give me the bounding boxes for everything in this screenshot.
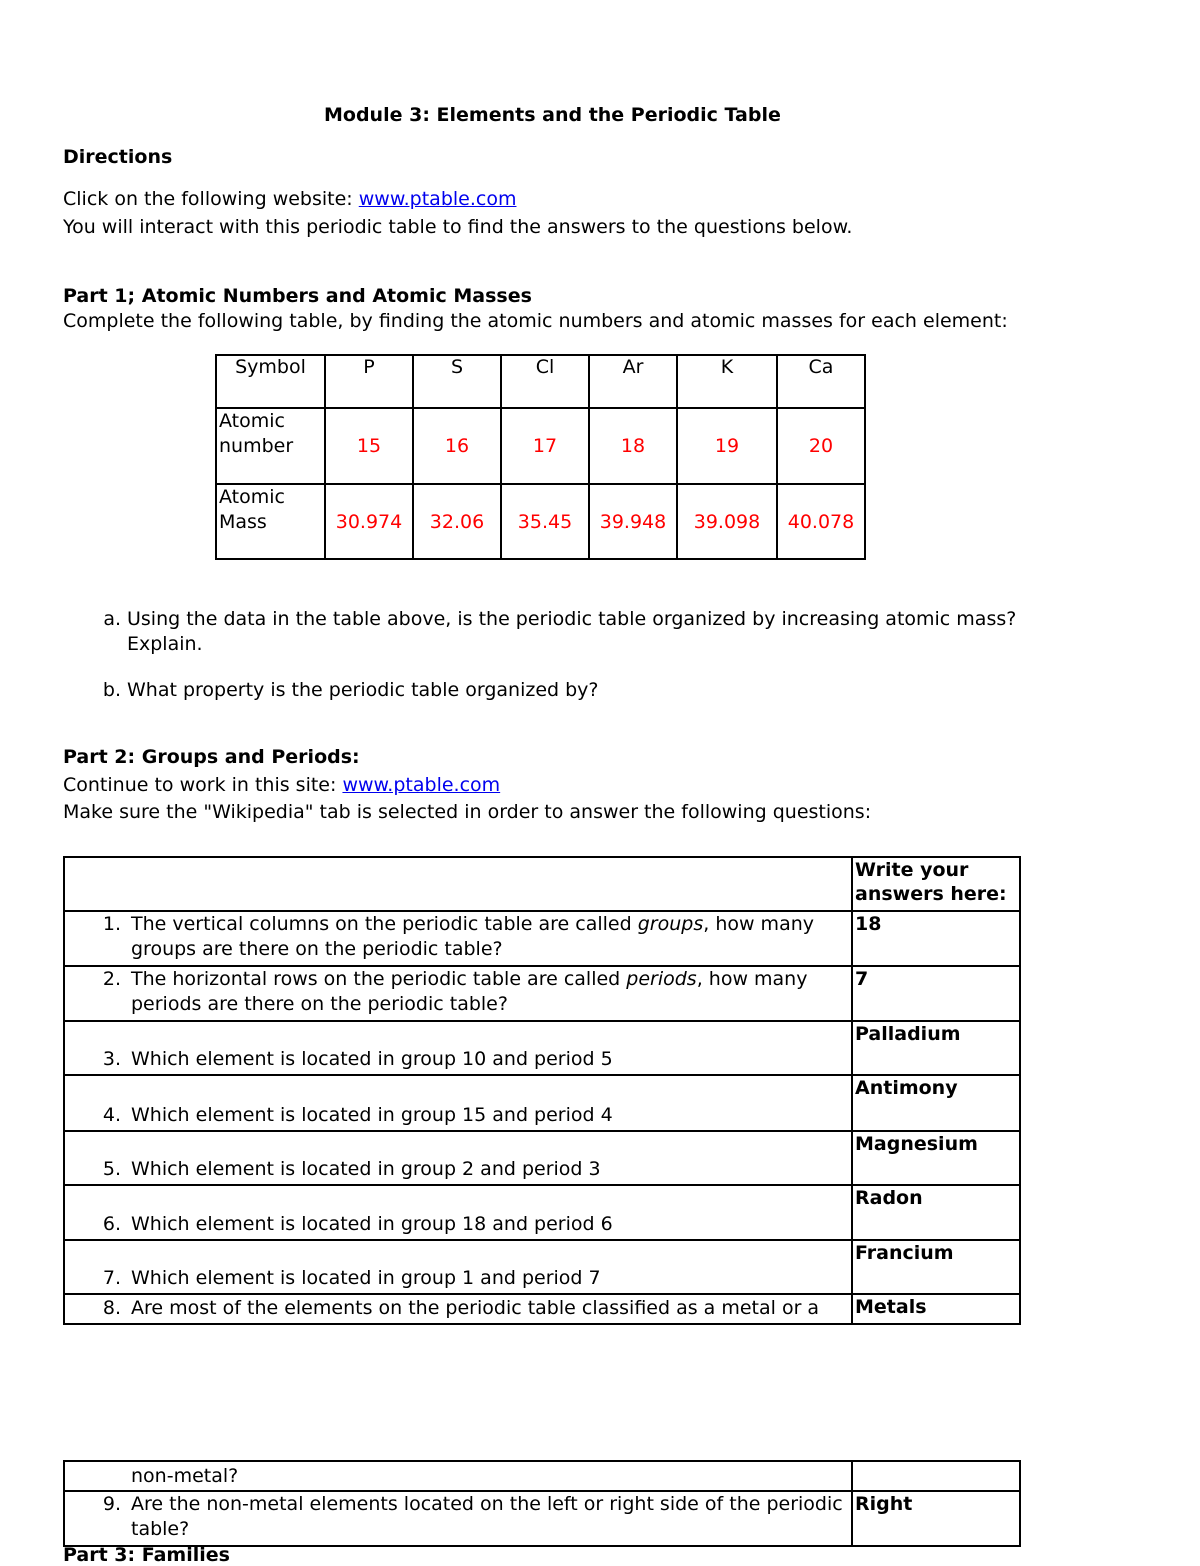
question-cell [64, 1021, 852, 1075]
question-number: 6. [102, 1213, 121, 1235]
atomic-number-label-line1: Atomic [219, 410, 285, 432]
question-text-line2: groups are there on the periodic table? [131, 938, 503, 960]
answer-cell[interactable]: Francium [852, 1240, 1020, 1294]
question-number: 5. [102, 1158, 121, 1180]
groups-periods-table-continued [63, 1460, 1021, 1547]
question-text-line2: table? [131, 1518, 190, 1540]
part1-instruction: Complete the following table, by finding the atomic numbers and atomic masses for each element: [63, 310, 1008, 332]
directions-interact-text: You will interact with this periodic table to find the answers to the questions below. [63, 216, 853, 238]
answer-cell[interactable]: 7 [852, 966, 1020, 1021]
header-question-cell [64, 857, 852, 911]
question-cell [64, 966, 852, 1021]
question-text: Which element is located in group 2 and period 3 [131, 1158, 601, 1180]
ptable-link[interactable]: www.ptable.com [342, 774, 501, 796]
question-text-line2: periods are there on the periodic table? [131, 993, 508, 1015]
symbol-cell: Ca [777, 355, 865, 408]
question-text-pre: The vertical columns on the periodic table are called [131, 913, 638, 935]
directions-click-line [63, 188, 516, 210]
answer-cell[interactable]: Palladium [852, 1021, 1020, 1075]
question-cell [64, 911, 852, 966]
question-cell [64, 1185, 852, 1240]
atomic-number-label-line2: number [219, 435, 294, 457]
question-text: Which element is located in group 10 and period 5 [131, 1048, 613, 1070]
symbol-cell: S [413, 355, 501, 408]
symbol-cell: P [325, 355, 413, 408]
atomic-number-cell[interactable]: 20 [777, 408, 865, 484]
groups-periods-table [63, 856, 1021, 1325]
atomic-mass-label-line2: Mass [219, 511, 267, 533]
table-row [64, 1131, 1020, 1185]
atomic-mass-cell[interactable]: 35.45 [501, 484, 589, 559]
answer-header-line1: Write your [855, 859, 969, 881]
table-row [64, 966, 1020, 1021]
directions-heading: Directions [63, 146, 173, 168]
table-row [64, 1491, 1020, 1546]
question-text: Which element is located in group 15 and period 4 [131, 1104, 613, 1126]
question-text-line1: Are the non-metal elements located on the left or right side of the periodic [131, 1493, 843, 1515]
question-line1: Using the data in the table above, is the periodic table organized by increasing atomic mass? [127, 608, 1017, 630]
answer-header-cell [852, 857, 1020, 911]
question-text: Are most of the elements on the periodic table classified as a metal or a [131, 1297, 820, 1319]
question-cell [64, 1461, 852, 1491]
table-header-row [64, 857, 1020, 911]
table-row [64, 911, 1020, 966]
question-text: Which element is located in group 18 and period 6 [131, 1213, 613, 1235]
part2-continue-line [63, 774, 500, 796]
list-marker: a. [103, 608, 121, 630]
question-number: 9. [102, 1493, 121, 1515]
question-number: 8. [102, 1297, 121, 1319]
question-text: Which element is located in group 1 and period 7 [131, 1267, 601, 1289]
answer-cell[interactable]: Right [852, 1491, 1020, 1546]
answer-cell[interactable]: Antimony [852, 1075, 1020, 1131]
part2-wiki-text: Make sure the "Wikipedia" tab is selected in order to answer the following questions: [63, 801, 872, 823]
table-row [64, 1075, 1020, 1131]
answer-cell[interactable]: Magnesium [852, 1131, 1020, 1185]
symbol-cell: Cl [501, 355, 589, 408]
question-number: 2. [102, 968, 121, 990]
question-cell [64, 1075, 852, 1131]
question-number: 1. [102, 913, 121, 935]
answer-header-line2: answers here: [855, 883, 1007, 905]
question-number: 4. [102, 1104, 121, 1126]
question-text [131, 967, 807, 1017]
symbol-cell: Ar [589, 355, 677, 408]
table-row [64, 1185, 1020, 1240]
question-cell [64, 1294, 852, 1324]
ptable-link[interactable]: www.ptable.com [358, 188, 517, 210]
question-text-post: , how many [696, 968, 808, 990]
question-text-pre: The horizontal rows on the periodic table are called [131, 968, 627, 990]
atomic-mass-row [216, 484, 865, 559]
question-text [131, 1492, 843, 1542]
table-row [64, 1021, 1020, 1075]
table-row [64, 1461, 1020, 1491]
table-row [64, 1240, 1020, 1294]
symbol-cell: K [677, 355, 777, 408]
answer-cell[interactable]: Metals [852, 1294, 1020, 1324]
element-table [215, 354, 866, 560]
question-text-em: groups [637, 913, 704, 935]
atomic-number-row [216, 408, 865, 484]
question-cell [64, 1240, 852, 1294]
list-marker: b. [102, 679, 121, 701]
question-text [131, 912, 814, 962]
atomic-mass-cell[interactable]: 39.098 [677, 484, 777, 559]
symbol-label-cell [216, 355, 325, 408]
atomic-mass-label-line1: Atomic [219, 486, 285, 508]
answer-cell[interactable]: 18 [852, 911, 1020, 966]
question-cell [64, 1491, 852, 1546]
question-text-post: , how many [703, 913, 814, 935]
question-text-em: periods [626, 968, 697, 990]
question-line2: Explain. [127, 633, 203, 655]
question-text: What property is the periodic table organized by? [127, 679, 599, 701]
atomic-number-cell[interactable]: 16 [413, 408, 501, 484]
question-number: 7. [102, 1267, 121, 1289]
part2-heading: Part 2: Groups and Periods: [63, 746, 360, 768]
part1-heading: Part 1; Atomic Numbers and Atomic Masses [63, 285, 532, 307]
page-title: Module 3: Elements and the Periodic Table [324, 104, 781, 126]
atomic-mass-cell[interactable]: 39.948 [589, 484, 677, 559]
question-text: non-metal? [131, 1465, 239, 1487]
atomic-mass-cell[interactable]: 30.974 [325, 484, 413, 559]
answer-cell[interactable]: Radon [852, 1185, 1020, 1240]
question-number: 3. [102, 1048, 121, 1070]
part3-heading: Part 3: Families [63, 1544, 230, 1566]
question-cell [64, 1131, 852, 1185]
question-text [127, 607, 1016, 657]
atomic-number-cell[interactable]: 15 [325, 408, 413, 484]
atomic-mass-cell[interactable]: 40.078 [777, 484, 865, 559]
answer-cell[interactable] [852, 1461, 1020, 1491]
atomic-number-cell[interactable]: 17 [501, 408, 589, 484]
table-row [64, 1294, 1020, 1324]
symbol-label: Symbol [235, 356, 306, 378]
atomic-number-cell[interactable]: 18 [589, 408, 677, 484]
symbol-row [216, 355, 865, 408]
atomic-number-cell[interactable]: 19 [677, 408, 777, 484]
continue-text: Continue to work in this site: [63, 774, 343, 796]
click-text: Click on the following website: [63, 188, 359, 210]
atomic-number-label [216, 408, 325, 484]
atomic-mass-cell[interactable]: 32.06 [413, 484, 501, 559]
atomic-mass-label [216, 484, 325, 559]
